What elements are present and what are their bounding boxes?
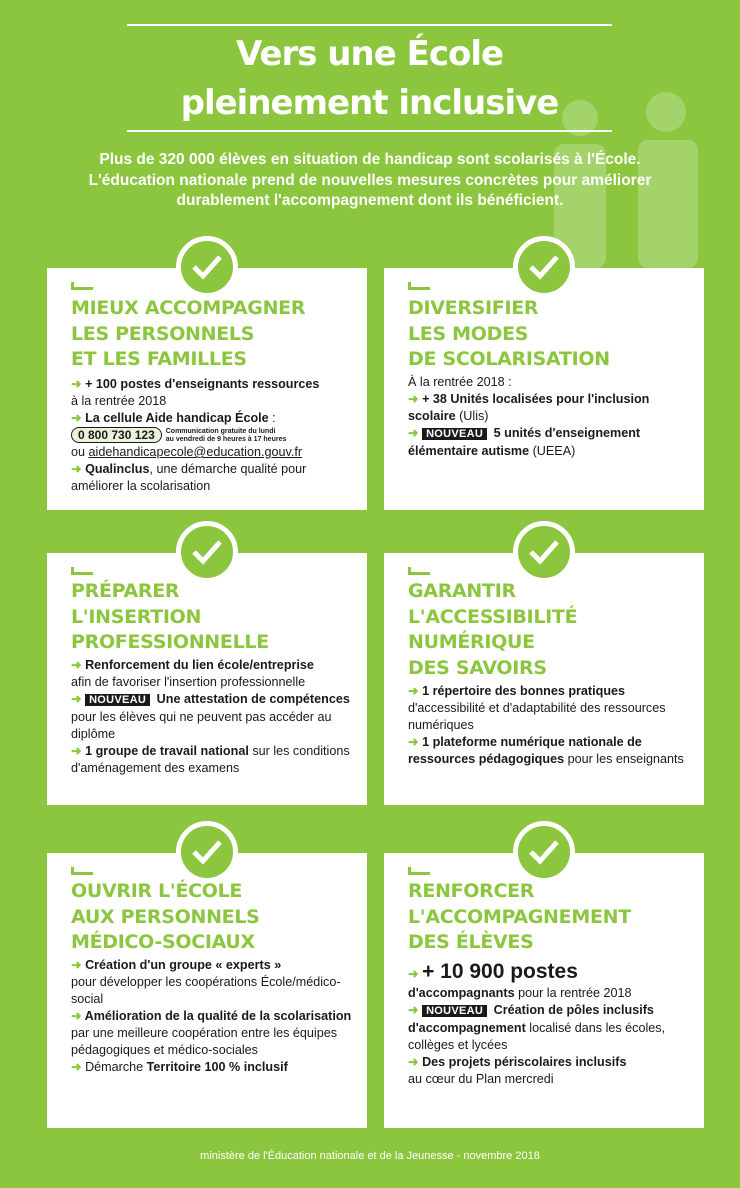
check-badge [513,236,575,298]
arrow-icon: ➜ [408,684,423,698]
card-title: RENFORCER L'ACCOMPAGNEMENT DES ÉLÈVES [408,880,631,953]
check-icon [191,537,223,567]
page-title: Vers une École pleinement inclusive [180,34,559,123]
arrow-icon: ➜ [71,692,86,706]
corner-mark [71,567,93,575]
nouveau-tag: NOUVEAU [422,428,487,440]
check-badge [513,521,575,583]
arrow-icon: ➜ [408,392,423,406]
check-badge [176,521,238,583]
arrow-icon: ➜ [408,967,423,981]
arrow-icon: ➜ [71,658,86,672]
bottom-rule [127,130,612,132]
email-link[interactable]: aidehandicapecole@education.gouv.fr [88,445,303,459]
nouveau-tag: NOUVEAU [85,694,150,706]
top-rule [127,24,612,26]
card-accompagner-personnels [47,268,367,510]
arrow-icon: ➜ [71,411,86,425]
card-garantir-accessibilite [384,553,704,805]
check-icon [191,252,223,282]
check-badge [176,236,238,298]
arrow-icon: ➜ [71,744,86,758]
card-body: ➜ + 100 postes d'enseignants ressources à la rentrée 2018 ➜ La cellule Aide handicap École : 0 800 730 123 Communication gratuite du lundi au vendredi de 9 heures à 17 heures ou aidehandicapecole@education.gouv.fr ➜ Qualinclus, une démarche qualité pour améliorer la scolarisation [71,377,320,493]
check-badge [513,821,575,883]
card-renforcer-accompagnement [384,853,704,1128]
check-icon [528,537,560,567]
corner-mark [408,282,430,290]
arrow-icon: ➜ [71,1009,85,1023]
check-badge [176,821,238,883]
card-ouvrir-ecole [47,853,367,1128]
card-body: À la rentrée 2018 : ➜ + 38 Unités localisées pour l'inclusion scolaire (Ulis) ➜ NOUVEAU 5 unités d'enseignement élémentaire autisme (UEEA) [408,375,650,458]
check-icon [528,837,560,867]
arrow-icon: ➜ [71,958,86,972]
corner-mark [71,282,93,290]
card-title: GARANTIR L'ACCESSIBILITÉ NUMÉRIQUE DES SAVOIRS [408,580,578,679]
arrow-icon: ➜ [71,462,86,476]
card-title: DIVERSIFIER LES MODES DE SCOLARISATION [408,297,610,370]
card-title: OUVRIR L'ÉCOLE AUX PERSONNELS MÉDICO-SOCIAUX [71,880,260,953]
arrow-icon: ➜ [408,1003,423,1017]
intro-text: Plus de 320 000 élèves en situation de handicap sont scolarisés à l'École. L'éducation nationale prend de nouvelles mesures concrètes pour améliorer durablement l'accompagnement dont ils bénéficient. [88,151,652,209]
arrow-icon: ➜ [408,426,423,440]
corner-mark [71,867,93,875]
corner-mark [408,567,430,575]
card-diversifier-modes [384,268,704,510]
headline-number: + 10 900 postes [422,960,578,983]
arrow-icon: ➜ [408,1055,423,1069]
phone-number[interactable]: 0 800 730 123 [71,427,162,443]
card-body: ➜ + 10 900 postes d'accompagnants pour la rentrée 2018 ➜ NOUVEAU Création de pôles inclusifs d'accompagnement localisé dans les écoles, collèges et lycées ➜ Des projets périscolaires inclusifs au cœur du Plan mercredi [408,960,666,1086]
nouveau-tag: NOUVEAU [422,1005,487,1017]
phone-note: Communication gratuite du lundi au vendredi de 9 heures à 17 heures [165,428,287,443]
card-title: MIEUX ACCOMPAGNER LES PERSONNELS ET LES FAMILLES [71,297,306,370]
arrow-icon: ➜ [408,735,423,749]
check-icon [528,252,560,282]
card-body: ➜ 1 répertoire des bonnes pratiques d'accessibilité et d'adaptabilité des ressources numériques ➜ 1 plateforme numérique nationale de ressources pédagogiques pour les enseignants [408,684,684,766]
card-body: ➜ Création d'un groupe « experts » pour développer les coopérations École/médico-social ➜ Amélioration de la qualité de la scolarisation par une meilleure coopération entre les équipes pédagogiques et médico-sociales ➜ Démarche Territoire 100 % inclusif [71,958,352,1074]
card-preparer-insertion [47,553,367,805]
card-title: PRÉPARER L'INSERTION PROFESSIONNELLE [71,580,269,653]
corner-mark [408,867,430,875]
footer-credit: ministère de l'Éducation nationale et de la Jeunesse - novembre 2018 [200,1150,540,1162]
arrow-icon: ➜ [71,1060,86,1074]
card-body: ➜ Renforcement du lien école/entreprise afin de favoriser l'insertion professionnelle ➜ NOUVEAU Une attestation de compétences pour les élèves qui ne peuvent pas accéder au diplôme ➜ 1 groupe de travail national sur les conditions d'aménagement des examens [71,658,350,775]
arrow-icon: ➜ [71,377,86,391]
check-icon [191,837,223,867]
